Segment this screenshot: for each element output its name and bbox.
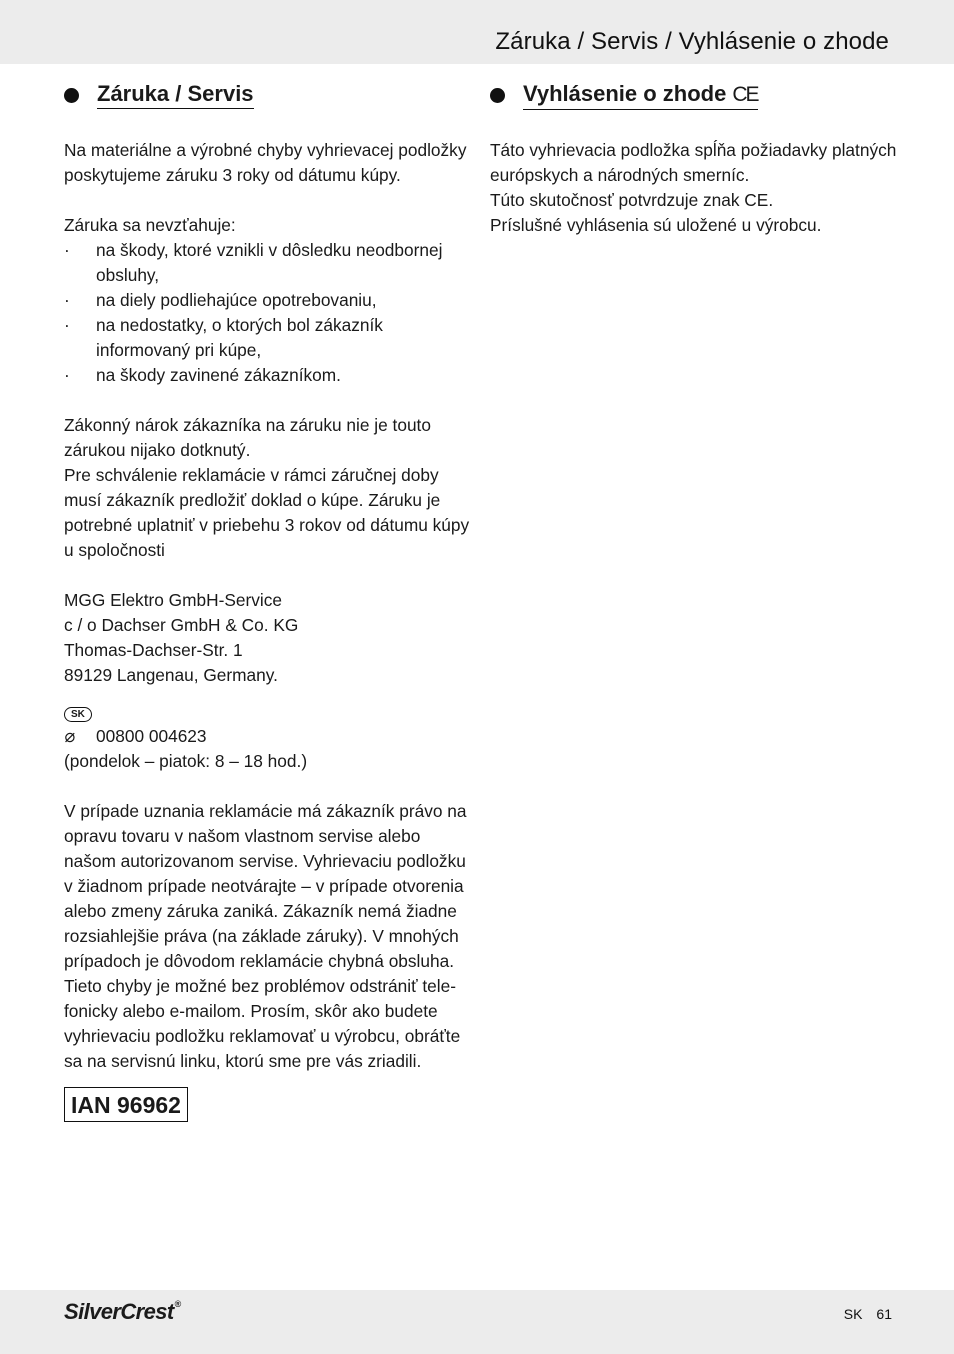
language-code: SK	[843, 1306, 863, 1322]
list-item: · na diely podliehajúce opotrebovaniu,	[64, 288, 474, 313]
country-badge: SK	[64, 707, 92, 722]
warranty-intro: Na materiálne a výrobné chyby vyhrievacej podložky poskytujeme záruku 3 roky od dátumu kúpy.	[64, 140, 467, 185]
brand-logo: SilverCrest®	[64, 1299, 181, 1324]
phone-icon: ⌀	[64, 726, 75, 746]
legal-claim-text: Zákonný nárok zákazníka na záruku nie je touto zárukou nijako dotknutý.	[64, 415, 431, 460]
ce-mark-icon: CE	[732, 82, 758, 106]
conformity-column	[490, 80, 910, 238]
warranty-heading-text: Záruka / Servis	[97, 81, 254, 109]
bullet-icon	[64, 88, 79, 103]
conformity-text: Túto skutočnosť potvrdzuje znak CE.	[490, 190, 774, 210]
phone-line	[64, 724, 474, 749]
ian-number: IAN 96962	[64, 1087, 188, 1122]
service-hours: (pondelok – piatok: 8 – 18 hod.)	[64, 751, 308, 771]
page-title: Záruka / Servis / Vyhlásenie o zhode	[495, 28, 889, 55]
list-item: · na škody, ktoré vznikli v dôsledku neodbornej obsluhy,	[64, 238, 474, 288]
conformity-text: Táto vyhrievacia podložka spĺňa požiadavky platných európskych a národných smerníc.	[490, 140, 897, 185]
address-line: 89129 Langenau, Germany.	[64, 665, 278, 685]
repair-info-text: V prípade uznania reklamácie má zákazník právo na opravu tovaru v našom vlastnom servise alebo našom autorizovanom servise. Vyhrievaciu podložku v žiadnom prípade neotvárajte – v prípade otvorenia alebo zmeny záruka zaniká. Zákazník nemá žiadne rozsiahlejšie práva (na základe záruky). V mnohých prípadoch je dôvodom reklamácie chybná obsluha. Tieto chyby je možné bez problémov odstrániť tele-fonicky alebo e-mailom. Prosím, skôr ako budete vyhrievaciu podložku reklamovať u výrobcu, obráťte sa na servisnú linku, ktorú sme pre vás zriadili.	[64, 801, 467, 1071]
exclusions-list	[64, 238, 474, 388]
address-line: Thomas-Dachser-Str. 1	[64, 640, 243, 660]
conformity-heading-text: Vyhlásenie o zhode CE	[523, 81, 758, 110]
warranty-column	[64, 80, 474, 1122]
service-address	[64, 588, 474, 688]
address-line: MGG Elektro GmbH-Service	[64, 590, 282, 610]
page-number: 61	[876, 1306, 892, 1322]
exclusions-intro: Záruka sa nevzťahuje:	[64, 215, 236, 235]
page-footer	[844, 1306, 892, 1322]
conformity-text: Príslušné vyhlásenia sú uložené u výrobcu.	[490, 215, 822, 235]
bullet-icon	[490, 88, 505, 103]
list-item: · na škody zavinené zákazníkom.	[64, 363, 474, 388]
list-item: · na nedostatky, o ktorých bol zákazník informovaný pri kúpe,	[64, 313, 474, 363]
claim-procedure-text: Pre schválenie reklamácie v rámci záručnej doby musí zákazník predložiť doklad o kúpe. Záruku je potrebné uplatniť v priebehu 3 rokov od dátumu kúpy u spoločnosti	[64, 465, 470, 560]
phone-number: 00800 004623	[96, 726, 207, 746]
address-line: c / o Dachser GmbH & Co. KG	[64, 615, 299, 635]
warranty-heading	[64, 80, 474, 110]
conformity-heading	[490, 80, 910, 110]
